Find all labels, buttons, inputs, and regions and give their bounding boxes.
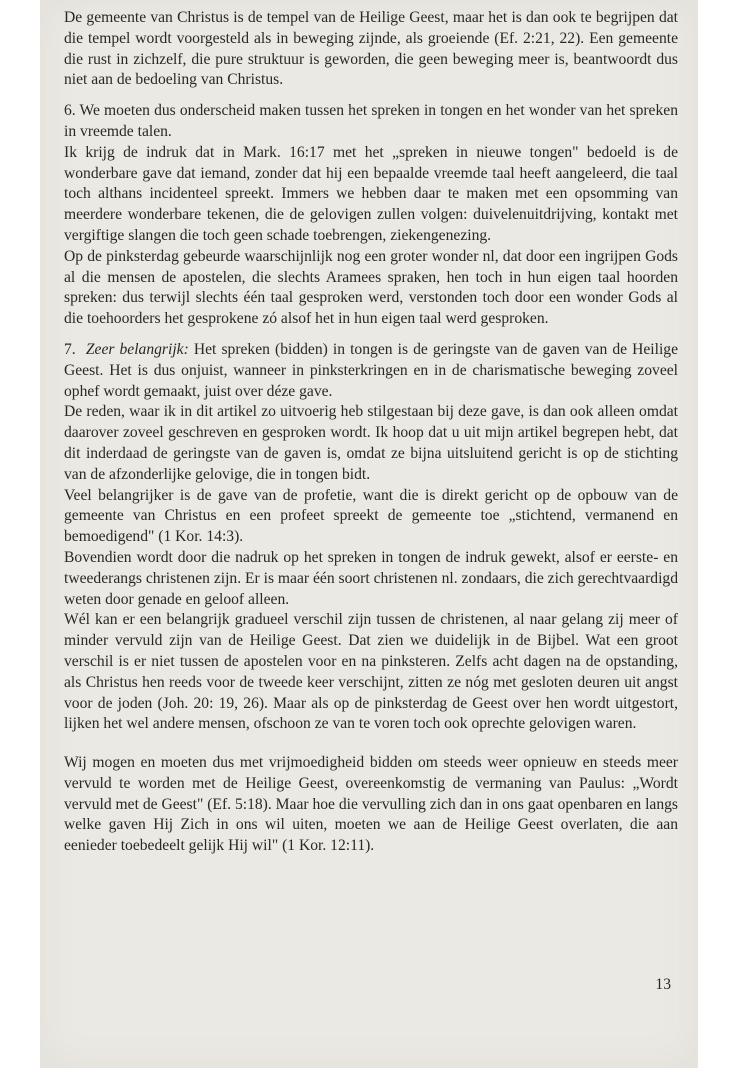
paragraph-point-6: 6. We moeten dus onderscheid maken tussen het spreken in tongen en het wonder van het spreken in vreemde talen. [64,102,678,140]
paragraph-bovendien: Bovendien wordt door die nadruk op het spreken in tongen de indruk gewekt, alsof er eerste- en tweederangs christenen zijn. Er is maar één soort christenen nl. zondaars, die zich gerechtvaardigd weten door genade en geloof alleen. [64,548,678,608]
paragraph-temple: De gemeente van Christus is de tempel van de Heilige Geest, maar het is dan ook te begrijpen dat die tempel wordt voorgesteld als in beweging zijnde, als groeiende (Ef. 2:21, 22). Een gemeente die rust in zichzelf, die pure struktuur is geworden, die geen beweging meer is, beantwoordt dus niet aan de bedoeling van Christus. [64,9,678,89]
paragraph-mark-16: Ik krijg de indruk dat in Mark. 16:17 met het „spreken in nieuwe tongen" bedoeld is de wonderbare gave dat iemand, zonder dat hij een bepaalde vreemde taal heeft aangeleerd, die taal toch althans incidenteel spreekt. Immers we hebben daar te maken met een opsomming van meerdere wonderbare tekenen, die de gelovigen zullen volgen: duivelenuitdrijving, kontakt met vergiftige slangen die toch geen schade toebrengen, ziekengenezing. [64,143,678,244]
point-7-text: Het spreken (bidden) in tongen is de geringste van de gaven van de Heilige Geest. Het is dus onjuist, wanneer in pinksterkringen en in de charismatische beweging zoveel ophef wordt gemaakt, juist over déze gave. [64,340,679,400]
book-page [40,0,698,1068]
point-7-emphasis: Zeer belangrijk: [85,340,189,358]
point-7-number: 7. [64,340,76,358]
page-number: 13 [655,976,671,993]
paragraph-point-7 [64,340,678,402]
paragraph-closing: Wij mogen en moeten dus met vrijmoedigheid bidden om steeds weer opnieuw en steeds meer vervuld te worden met de Heilige Geest, overeenkomstig de vermaning van Paulus: „Wordt vervuld met de Geest" (Ef. 5:18). Maar hoe die vervulling zich dan in ons gaat openbaren en langs welke gaven Hij Zich in ons wil uiten, moeten we aan de Heilige Geest overlaten, die aan eenieder toebedeelt gelijk Hij wil" (1 Kor. 12:11). [64,754,678,855]
paragraph-profetie: Veel belangrijker is de gave van de profetie, want die is direkt gericht op de opbouw van de gemeente van Christus en een profeet spreekt de gemeente toe „stichtend, vermanend en bemoedigend" (1 Kor. 14:3). [64,486,678,546]
paragraph-reden: De reden, waar ik in dit artikel zo uitvoerig heb stilgestaan bij deze gave, is dan ook alleen omdat daarover zoveel geschreven en gesproken wordt. Ik hoop dat u uit mijn artikel begrepen hebt, dat dit inderdaad de geringste van de gaven is, omdat ze bijna uitsluitend gericht is op de stichting van de afzonderlijke gelovige, die in tongen bidt. [64,403,678,483]
paragraph-gradueel: Wél kan er een belangrijk gradueel verschil zijn tussen de christenen, al naar gelang zij meer of minder vervuld zijn van de Heilige Geest. Dat zien we duidelijk in de Bijbel. Wat een groot verschil is er niet tussen de apostelen voor en na pinksteren. Zelfs acht dagen na de opstanding, als Christus hen reeds voor de tweede keer verschijnt, zitten ze nóg met gesloten deuren uit angst voor de joden (Joh. 20: 19, 26). Maar als op de pinksterdag de Geest over hen wordt uitgestort, lijken het wel andere mensen, ofschoon ze van te voren toch ook oprechte gelovigen waren. [64,611,678,733]
body-text [64,8,678,857]
paragraph-pinksterdag: Op de pinksterdag gebeurde waarschijnlijk nog een groter wonder nl, dat door een ingrijpen Gods al die mensen de apostelen, die slechts Aramees spraken, hen toch in hun eigen taal hoorden spreken: dus terwijl slechts één taal gesproken werd, verstonden toch door een wonder Gods al die toehoorders het gesprokene zó alsof het in hun eigen taal werd gesproken. [64,247,678,328]
